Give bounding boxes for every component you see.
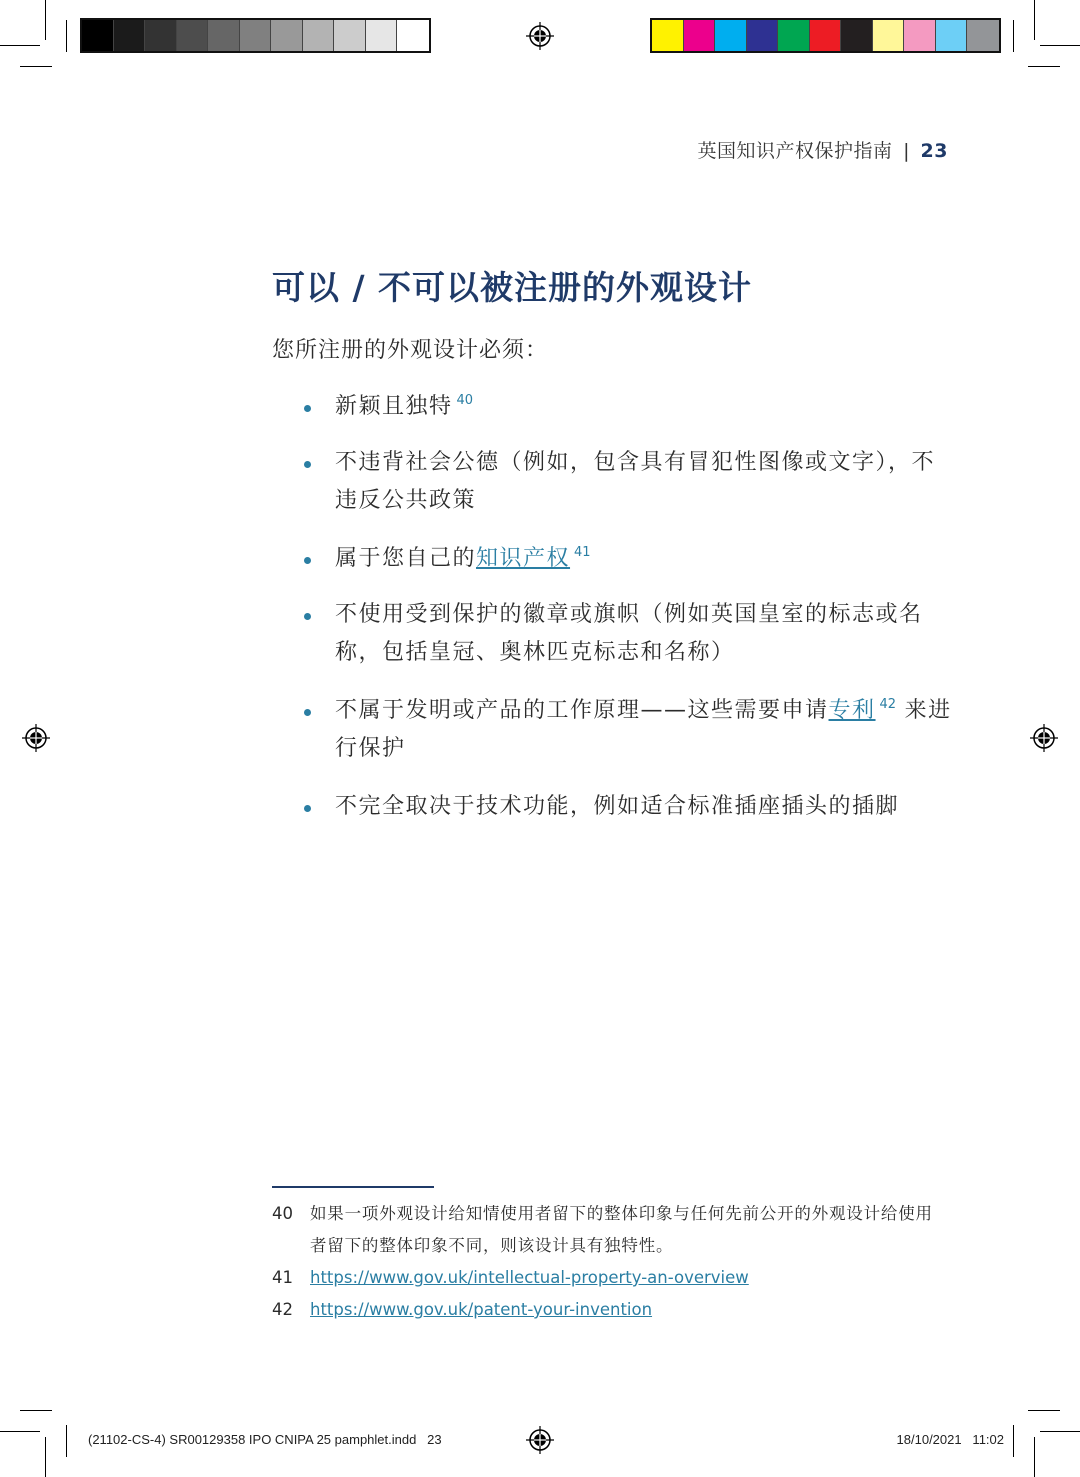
list-item: 属于您自己的知识产权 $^{41}$: [300, 540, 952, 578]
color-swatch: [366, 20, 398, 51]
requirements-list: [300, 388, 952, 826]
list-item: 新颖且独特 $^{40}$: [300, 388, 952, 426]
registration-mark-icon: [1030, 724, 1058, 752]
bullet-icon: [304, 557, 311, 564]
color-swatch: [778, 20, 810, 51]
list-item: 不属于发明或产品的工作原理——这些需要申请专利 $^{42}$ 来进行保护: [300, 692, 952, 768]
footnote-link[interactable]: https://www.gov.uk/intellectual-property-an-overview: [310, 1268, 749, 1287]
footnote-ref: 40: [456, 393, 474, 408]
color-swatch: [303, 20, 335, 51]
color-swatch: [114, 20, 146, 51]
color-swatch: [904, 20, 936, 51]
footnote-number: 40: [272, 1204, 293, 1223]
registration-mark-icon: [526, 22, 554, 50]
footnote-link[interactable]: https://www.gov.uk/patent-your-invention: [310, 1300, 653, 1319]
list-item: 不使用受到保护的徽章或旗帜（例如英国皇室的标志或名称，包括皇冠、奥林匹克标志和名称）: [300, 596, 952, 672]
bullet-icon: [304, 709, 311, 716]
color-swatch: [271, 20, 303, 51]
color-swatch: [334, 20, 366, 51]
patent-link[interactable]: 专利: [828, 698, 876, 723]
footnote: [272, 1262, 749, 1294]
color-swatch: [684, 20, 716, 51]
color-swatch: [397, 20, 429, 51]
footnote: [272, 1294, 652, 1326]
bullet-icon: [304, 405, 311, 412]
color-swatch: [841, 20, 873, 51]
color-swatch: [82, 20, 114, 51]
section-title: 可以 / 不可以被注册的外观设计: [272, 268, 753, 307]
bullet-icon: [304, 613, 311, 620]
list-item: 不违背社会公德（例如，包含具有冒犯性图像或文字），不违反公共政策: [300, 444, 952, 520]
running-head: [698, 136, 948, 163]
footnote-number: 42: [272, 1300, 293, 1319]
registration-mark-icon: [22, 724, 50, 752]
slug-file-info: (21102-CS-4) SR00129358 IPO CNIPA 25 pamphlet.indd 23: [88, 1432, 442, 1447]
list-item: 不完全取决于技术功能，例如适合标准插座插头的插脚: [300, 788, 952, 826]
footnote-rule: [272, 1186, 434, 1188]
section-intro: 您所注册的外观设计必须：: [272, 338, 549, 363]
grayscale-color-bar: [80, 18, 431, 53]
color-swatch: [208, 20, 240, 51]
slug-date: 18/10/2021 11:02: [896, 1432, 1004, 1447]
page-number: 23: [920, 140, 948, 162]
header-separator: |: [903, 140, 910, 162]
color-swatch: [747, 20, 779, 51]
footnote-number: 41: [272, 1268, 293, 1287]
bullet-icon: [304, 461, 311, 468]
color-swatch: [936, 20, 968, 51]
color-swatch: [240, 20, 272, 51]
color-swatch: [177, 20, 209, 51]
footnote-text: 如果一项外观设计给知情使用者留下的整体印象与任何先前公开的外观设计给使用者留下的整体印象不同，则该设计具有独特性。: [310, 1204, 933, 1255]
color-swatch: [967, 20, 999, 51]
color-swatch: [145, 20, 177, 51]
registration-mark-icon: [526, 1426, 554, 1454]
footnote-ref[interactable]: 42: [879, 697, 897, 712]
bullet-icon: [304, 805, 311, 812]
footnote: [272, 1198, 946, 1262]
guide-title: 英国知识产权保护指南: [697, 140, 893, 162]
color-swatch: [873, 20, 905, 51]
process-color-bar: [650, 18, 1001, 53]
color-swatch: [715, 20, 747, 51]
color-swatch: [652, 20, 684, 51]
ip-link[interactable]: 知识产权: [476, 546, 571, 571]
footnote-ref[interactable]: 41: [574, 545, 591, 560]
color-swatch: [810, 20, 842, 51]
